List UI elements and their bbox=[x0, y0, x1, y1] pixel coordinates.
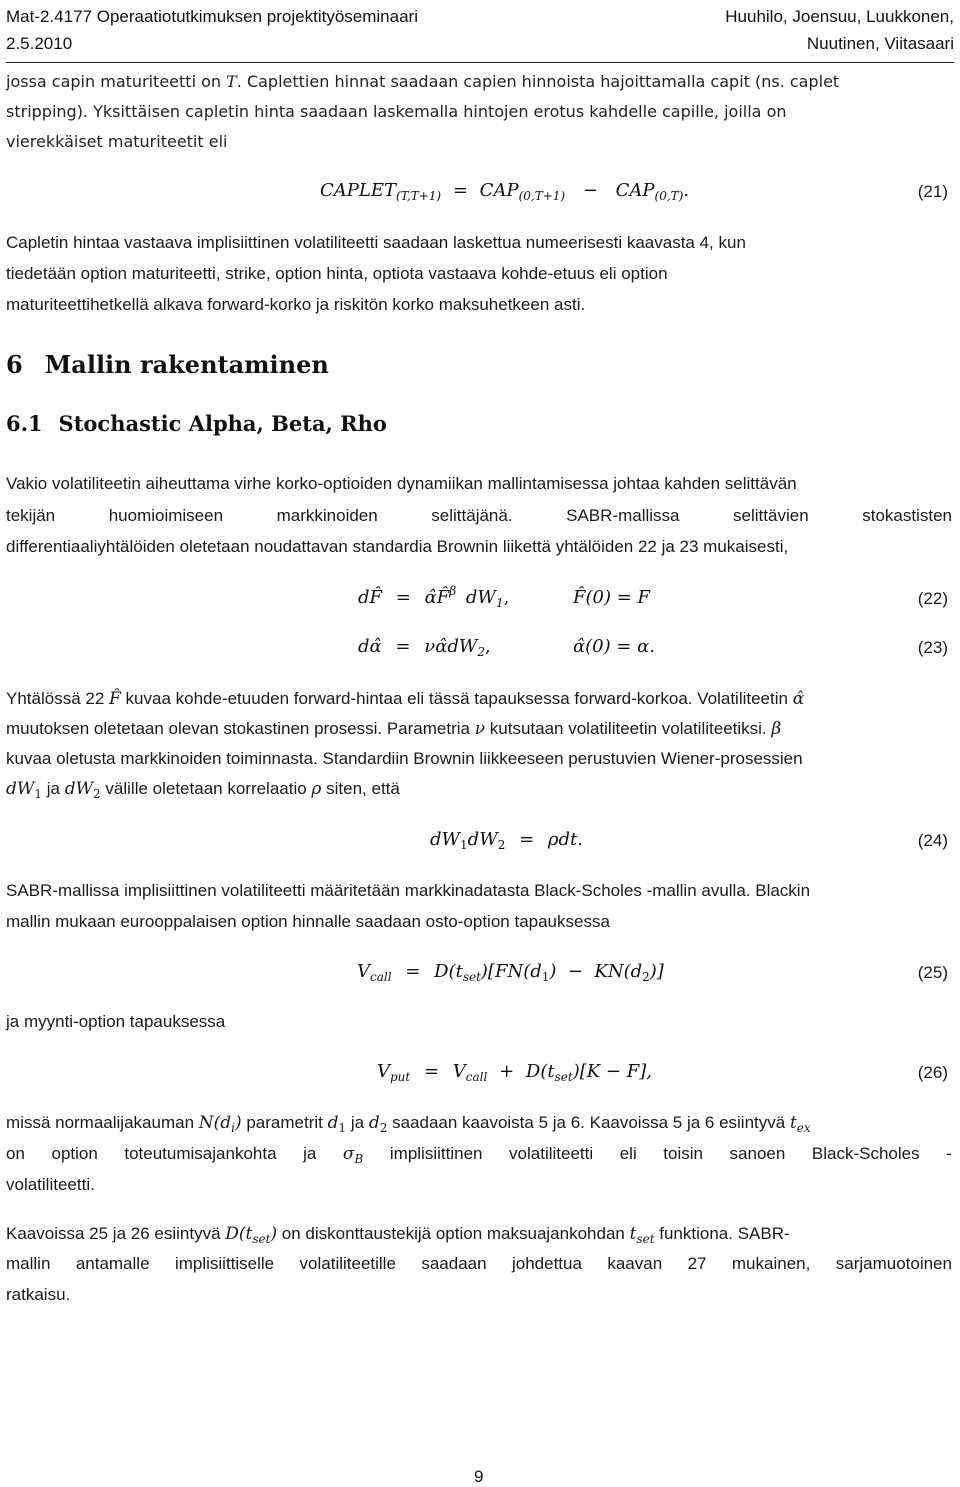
equation-number-23: (23) bbox=[917, 638, 948, 657]
missa-line-3: volatiliteetti. bbox=[6, 1175, 95, 1194]
equation-24: $dW_1dW_2 = \rho dt$. bbox=[430, 829, 583, 852]
section-6-1-heading: 6.1 Stochastic Alpha, Beta, Rho bbox=[6, 411, 387, 436]
equation-number-21: (21) bbox=[917, 182, 948, 201]
header-course-title: Mat-2.4177 Operaatiotutkimuksen projektityöseminaari bbox=[6, 7, 418, 26]
missa-line-1: missä normaalijakauman $N(d_i)$ parametrit $d_1$ ja $d_2$ saadaan kaavoista 5 ja 6. Kaavoissa 5 ja 6 esiintyvä $t_{ex}$ bbox=[6, 1113, 811, 1135]
equation-25: $V_{call} = D(t_{set})[FN(d_1) - KN(d_2)]$ bbox=[357, 961, 664, 984]
capletvol-line-3: maturiteettihetkellä alkava forward-korko ja riskitön korko maksuhetkeen asti. bbox=[6, 295, 586, 314]
vakio-line-3: differentiaaliyhtälöiden oletetaan noudattavan standardia Brownin liikettä yhtälöiden 22 ja 23 mukaisesti, bbox=[6, 537, 789, 556]
kaavoissa-line-3: ratkaisu. bbox=[6, 1285, 71, 1304]
equation-21: $CAPLET_{(T,T+1)} = CAP_{(0,T+1)} - CAP_{(0,T)}$. bbox=[320, 180, 690, 203]
yhtalossa-line-3: kuvaa oletusta markkinoiden toiminnasta. Standardiin Brownin liikkeeseen perustuvien Wiener-prosessien bbox=[6, 749, 803, 768]
sabr-line-2: mallin mukaan eurooppalaisen option hinnalle saadaan osto-option tapauksessa bbox=[6, 912, 610, 931]
equation-number-26: (26) bbox=[917, 1063, 948, 1082]
equation-22-initial-condition: F̂(0) = F bbox=[573, 587, 651, 608]
yhtalossa-line-2: muutoksen oletetaan olevan stokastinen prosessi. Parametria ν kutsutaan volatiliteetin volatiliteetiksi. β bbox=[6, 719, 782, 739]
vakio-line-2: tekijän huomioimiseen markkinoiden selittäjänä. SABR-mallissa selittävien stokastisten bbox=[6, 506, 952, 525]
header-authors-line1: Huuhilo, Joensuu, Luukkonen, bbox=[725, 7, 954, 26]
missa-line-2: on option toteutumisajankohta ja $\sigma_B$ implisiittinen volatiliteetti eli toisin sanoen Black-Scholes - bbox=[6, 1144, 952, 1166]
header-date: 2.5.2010 bbox=[6, 34, 73, 53]
kaavoissa-line-2: mallin antamalle implisiittiselle volatiliteetille saadaan johdettua kaavan 27 mukainen, sarjamuotoinen bbox=[6, 1254, 952, 1273]
equation-number-24: (24) bbox=[917, 831, 948, 850]
equation-22: dF̂ = α̂F̂$^\beta$ $dW_1$, bbox=[358, 584, 510, 610]
capletvol-line-1: Capletin hintaa vastaava implisiittinen volatiliteetti saadaan laskettua numeerisesti kaavasta 4, kun bbox=[6, 233, 746, 252]
yhtalossa-line-4: $dW_1$ ja $dW_2$ välille oletetaan korrelaatio ρ siten, että bbox=[6, 779, 400, 801]
equation-number-25: (25) bbox=[917, 963, 948, 982]
kaavoissa-line-1: Kaavoissa 25 ja 26 esiintyvä $D(t_{set})$ on diskonttaustekijä option maksuajankohdan $t_{set}$ funktiona. SABR- bbox=[6, 1224, 790, 1246]
intro-line-2: stripping). Yksittäisen capletin hinta saadaan laskemalla hintojen erotus kahdelle capille, joilla on bbox=[6, 102, 787, 121]
sabr-line-1: SABR-mallissa implisiittinen volatiliteetti määritetään markkinadatasta Black-Scholes -mallin avulla. Blackin bbox=[6, 881, 811, 900]
equation-26: $V_{put} = V_{call} + D(t_{set})[K - F]$, bbox=[377, 1061, 652, 1084]
header-authors-line2: Nuutinen, Viitasaari bbox=[806, 34, 954, 53]
equation-23-initial-condition: α̂(0) = α. bbox=[573, 636, 656, 657]
ja-myynti-text: ja myynti-option tapauksessa bbox=[6, 1012, 226, 1031]
section-6-heading: 6 Mallin rakentaminen bbox=[6, 350, 329, 379]
equation-23: dα̂ = $\nu\alphâdW_2$, bbox=[358, 636, 491, 659]
intro-line-3: vierekkäiset maturiteetit eli bbox=[6, 132, 228, 151]
page-number: 9 bbox=[474, 1467, 484, 1486]
intro-line-1: jossa capin maturiteetti on T. Caplettien hinnat saadaan capien hinnoista hajoittamalla capit (ns. caplet bbox=[6, 72, 840, 91]
yhtalossa-line-1: Yhtälössä 22 F̂ kuvaa kohde-etuuden forward-hintaa eli tässä tapauksessa forward-korkoa. Volatiliteetin α̂ bbox=[6, 689, 805, 709]
vakio-line-1: Vakio volatiliteetin aiheuttama virhe korko-optioiden dynamiikan mallintamisessa johtaa kahden selittävän bbox=[6, 474, 797, 493]
header-rule bbox=[6, 62, 954, 63]
equation-number-22: (22) bbox=[917, 589, 948, 608]
capletvol-line-2: tiedetään option maturiteetti, strike, option hinta, optiota vastaava kohde-etuus eli option bbox=[6, 264, 668, 283]
